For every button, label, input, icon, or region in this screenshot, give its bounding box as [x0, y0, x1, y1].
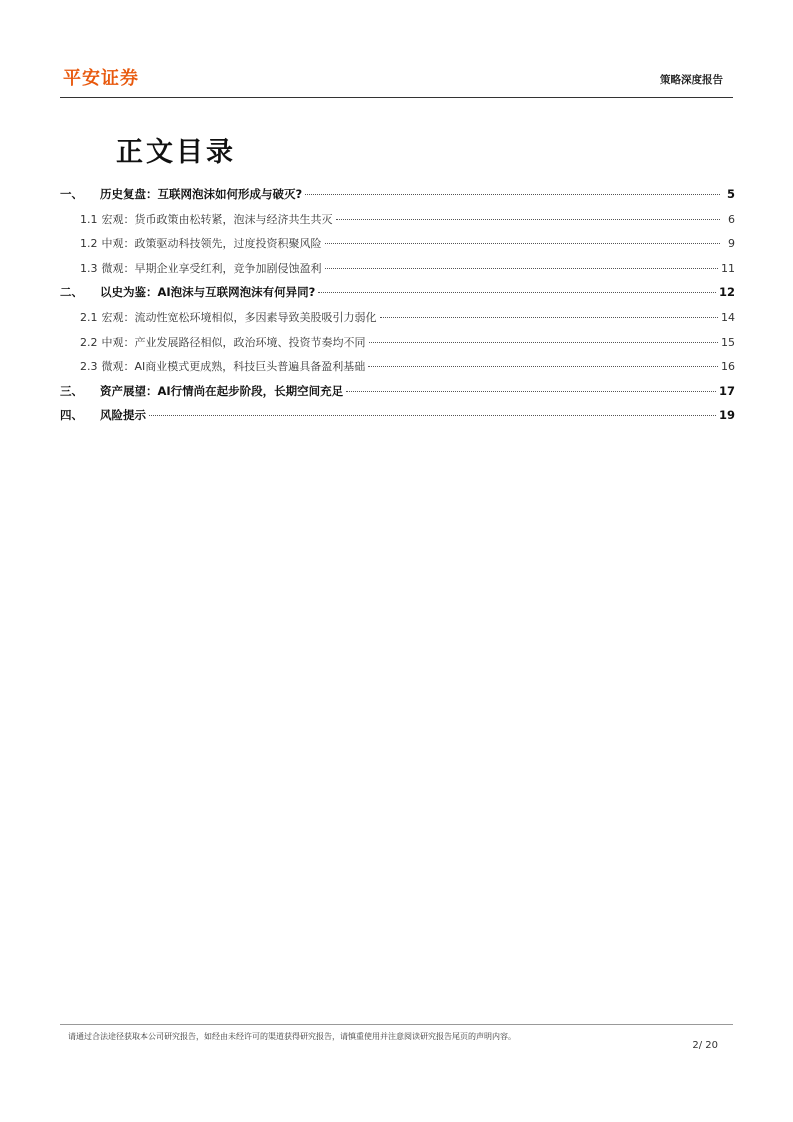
toc-entry-page: 17 [718, 383, 735, 398]
toc-dot-leader [380, 317, 719, 318]
toc-entry-title: 中观：产业发展路径相似，政治环境、投资节奏均不同 [101, 335, 366, 349]
toc-entry-number: 三、 [60, 383, 83, 398]
toc-entry-number: 一、 [60, 187, 83, 201]
toc-entry-number: 2.1 [80, 310, 98, 324]
toc-entry-title: 中观：政策驱动科技领先，过度投资积聚风险 [101, 237, 322, 251]
toc-entry[interactable] [60, 334, 735, 359]
toc-entry-number: 2.3 [80, 360, 98, 374]
toc-entry[interactable] [60, 186, 735, 211]
toc-entry-title: 以史为鉴：AI泡沫与互联网泡沫有何异同? [100, 285, 316, 300]
toc-entry-page: 16 [721, 360, 735, 374]
toc-entry-number: 1.3 [80, 261, 98, 275]
toc-entry-title: 微观：AI商业模式更成熟，科技巨头普遍具备盈利基础 [101, 360, 366, 374]
toc-entry[interactable] [60, 358, 735, 383]
toc-entry[interactable] [60, 407, 735, 432]
table-of-contents [60, 186, 735, 432]
toc-dot-leader [368, 366, 718, 367]
toc-dot-leader [325, 243, 721, 244]
toc-entry-number: 1.1 [80, 212, 98, 226]
toc-entry-page: 11 [721, 261, 735, 275]
toc-entry-number: 1.2 [80, 237, 98, 251]
toc-entry[interactable] [60, 260, 735, 285]
toc-entry-title: 历史复盘：互联网泡沫如何形成与破灭? [100, 187, 303, 201]
toc-entry-page: 6 [728, 212, 735, 226]
page-number: 2/ 20 [692, 1040, 718, 1051]
footer-disclaimer: 请通过合法途径获取本公司研究报告，如经由未经许可的渠道获得研究报告，请慎重使用并注意阅读研究报告尾页的声明内容。 [68, 1032, 516, 1041]
footer-divider [60, 1024, 733, 1025]
toc-dot-leader [305, 194, 720, 195]
toc-entry-title: 风险提示 [100, 408, 146, 423]
toc-entry-page: 19 [718, 408, 735, 423]
report-type: 策略深度报告 [660, 74, 723, 86]
toc-dot-leader [325, 268, 719, 269]
toc-entry[interactable] [60, 235, 735, 260]
toc-entry-page: 12 [718, 285, 735, 300]
toc-entry-number: 2.2 [80, 335, 98, 349]
toc-dot-leader [149, 415, 716, 416]
company-logo: 平安证券 [63, 68, 139, 89]
toc-entry-number: 二、 [60, 285, 83, 300]
toc-entry[interactable] [60, 211, 735, 236]
toc-entry-page: 5 [726, 187, 735, 201]
toc-entry-page: 9 [728, 237, 735, 251]
toc-dot-leader [336, 219, 721, 220]
toc-entry-title: 微观：早期企业享受红利，竞争加剧侵蚀盈利 [101, 261, 322, 275]
toc-entry-page: 14 [721, 310, 735, 324]
toc-entry[interactable] [60, 309, 735, 334]
toc-entry-number: 四、 [60, 408, 83, 423]
toc-dot-leader [369, 342, 719, 343]
toc-dot-leader [318, 292, 716, 293]
toc-entry-title: 宏观：流动性宽松环境相似，多因素导致美股吸引力弱化 [101, 310, 377, 324]
toc-entry[interactable] [60, 284, 735, 309]
toc-dot-leader [346, 391, 716, 392]
toc-entry-page: 15 [721, 335, 735, 349]
toc-title: 正文目录 [116, 137, 236, 168]
toc-entry-title: 宏观：货币政策由松转紧，泡沫与经济共生共灭 [101, 212, 333, 226]
toc-entry[interactable] [60, 383, 735, 408]
toc-entry-title: 资产展望：AI行情尚在起步阶段，长期空间充足 [100, 383, 344, 398]
header-divider [60, 97, 733, 98]
